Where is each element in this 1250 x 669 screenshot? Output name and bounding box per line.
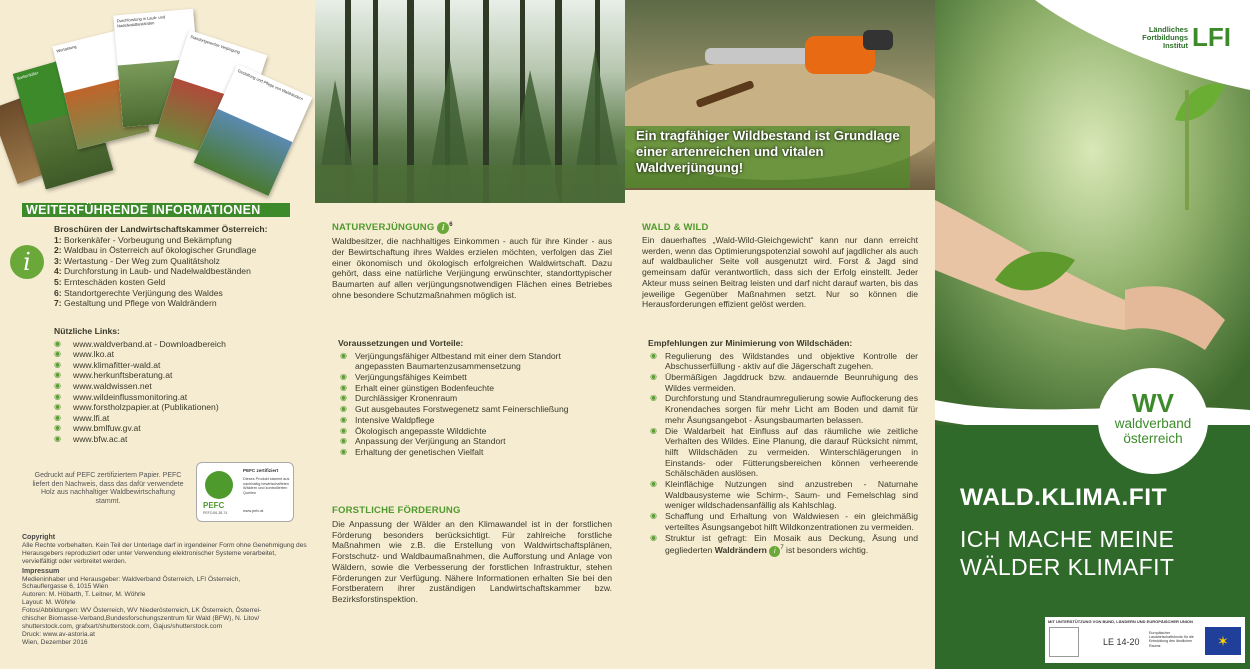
list-title: Voraussetzungen und Vorteile: (338, 338, 464, 348)
impressum-title: Impressum (22, 567, 60, 575)
voraussetzungen-list (338, 338, 610, 458)
section-text: Ein dauerhaftes „Wald-Wild-Gleichgewicht“ kann nur dann erreicht werden, wenn das Optimierungspotenzial sowohl auf jagdlicher als auch auf waldbaulicher Seite voll ausgenutzt wird. Forst & Jagd sind gemeinsam dafür verantwortlich, dass sich der Erfolg einstellt. Jeder Akteur muss seinen Beitrag leisten und darf nicht darauf warten, bis das jeweilige Gegenüber Maßnahmen setzt. Nur so können die Herausforderungen effizient gelöst werden. (642, 235, 918, 310)
impressum-line: Druck: www.av-astoria.at (22, 630, 95, 638)
wald-wild-section (642, 222, 918, 310)
eu-fund: Europäischer Landwirtschaftsfonds für die Entwicklung des ländlichen Raums (1149, 631, 1194, 648)
impressum-line: shutterstock.com, grafxart/shutterstock.com, Gajus/shutterstock.com (22, 622, 223, 630)
links-section (54, 326, 304, 445)
link-item[interactable]: ◉ www.lko.at (54, 349, 304, 360)
lfi-logo-text: LFI (1192, 22, 1231, 52)
list-item: 1: Borkenkäfer - Vorbeugung und Bekämpfung (54, 234, 232, 245)
list-item: ◉ Verjüngungsfähiges Keimbett (338, 372, 610, 383)
section-title: WALD & WILD (642, 222, 709, 233)
section-header-info: WEITERFÜHRENDE INFORMATIONEN (22, 203, 290, 217)
forest-trees-illustration (315, 0, 625, 203)
cover-headline: WALD.KLIMA.FIT (960, 484, 1168, 511)
section-text: Waldbesitzer, die nachhaltiges Einkommen - auch für ihre Kinder - aus der Bewirtschaftung ihres Waldes erzielen möchten, verfolgen das Ziel einer ökonomisch und ökologisch erfolgreichen Waldwirtschaft. Dazu gehört, dass eine natürliche Verjüngung erwünschter, standorttypischer Baumarten auf allen verjüngungsnotwendigen Flächen eines Betriebes ohne besondere Schutzmaßnahmen möglich ist. (332, 236, 612, 300)
list-item: ◉ Durchforstung und Standraumregulierung sowie Auflockerung des Kronendaches sorgen für mehr Licht am Boden und damit für mehr Äsungsangebot - Äsungsbaumarten belassen. (648, 393, 918, 425)
list-item: ◉ Schaffung und Erhaltung von Waldwiesen - ein gleichmäßig verteiltes Äsungsangebot hilft Wildkonzentrationen zu vermeiden. (648, 511, 918, 532)
link-item[interactable]: ◉ www.herkunftsberatung.at (54, 370, 304, 381)
impressum-line: Schauflergasse 6, 1015 Wien (22, 583, 109, 591)
wv-logo-text: WV (1132, 388, 1174, 418)
info-ref-icon: i (769, 546, 780, 557)
link-item[interactable]: ◉ www.forstholzpapier.at (Publikationen) (54, 402, 304, 413)
brochure-list-title: Broschüren der Landwirtschaftskammer Österreich: (54, 224, 268, 234)
brochure-thumb-3: Wertastung (52, 29, 149, 150)
empfehlungen-list (648, 338, 918, 557)
naturverjuengung-section (332, 222, 612, 300)
section-text: Die Anpassung der Wälder an den Klimawandel ist in der forstlichen Förderung besonders berücksichtigt. Für zahlreiche forstliche Maßnahmen wie z.B. die Erstellung von Waldwirtschaftsplänen, Forstschutz- und Waldbaumaßnahmen, die Aufforstung und Anlage von Wäldern, sowie die Verbesserung der forstlichen Infrastruktur, stehen Förderungen zur Verfügung. Nähere Informationen erhalten Sie bei den Forstberatern ihrer zuständigen Landwirtschaftskammer bzw. Bezirksforstinspektion. (332, 519, 612, 604)
links-title: Nützliche Links: (54, 326, 120, 336)
lfi-line: Fortbildungs (1142, 33, 1188, 42)
brochure-list (54, 224, 304, 309)
foerderung-section (332, 505, 612, 605)
list-item: ◉ Struktur ist gefragt: Ein Mosaik aus Deckung, Äsung und gegliederten Waldrändern i $^7$ ist besonders wichtig. (648, 533, 918, 558)
cover-subline: ICH MACHE MEINE WÄLDER KLIMAFIT (960, 526, 1175, 580)
list-item: ◉ Regulierung des Wildstandes und objektive Kontrolle der Abschusserfüllung - aktiv auf die Jägerschaft zugehen. (648, 351, 918, 372)
pefc-note: Gedruckt auf PEFC zertifiziertem Papier. PEFC liefert den Nachweis, dass das dafür verwendete Holz aus nachhaltiger Waldbewirtschaftung stammt. (32, 472, 184, 505)
impressum-line: Autoren: M. Höbarth, T. Leitner, M. Wöhrle (22, 591, 146, 599)
pefc-label (196, 462, 294, 522)
copyright-text: Alle Rechte vorbehalten. Kein Teil der Unterlage darf in irgendeiner Form ohne Genehmigung des Herausgebers reproduziert oder unter Verwendung elektronischer Systeme verarbeitet, vervielfältigt oder verbreitet werden. (22, 541, 307, 565)
list-title: Empfehlungen zur Minimierung von Wildschäden: (648, 338, 853, 348)
pefc-desc: Dieses Produkt stammt aus nachhaltig bewirtschafteten Wäldern und kontrollierten Quellen (243, 477, 290, 495)
eu-le: LE 14-20 (1103, 637, 1140, 647)
list-item: ◉ Anpassung der Verjüngung an Standort (338, 436, 610, 447)
ministry-logo-icon (1049, 627, 1079, 657)
pefc-logo: PEFC (203, 501, 225, 510)
lfi-line: Ländliches (1148, 25, 1188, 34)
impressum-line: Fotos/Abbildungen: WV Österreich, WV Niederösterreich, LK Österreich, Österrei- (22, 607, 262, 615)
list-item: ◉ Gut ausgebautes Forstwegenetz samt Feinerschließung (338, 404, 610, 415)
link-item[interactable]: ◉ www.wildeinflussmonitoring.at (54, 392, 304, 403)
list-item: 6: Standortgerechte Verjüngung des Waldes (54, 287, 223, 298)
section-title: FORSTLICHE FÖRDERUNG (332, 505, 461, 516)
lfi-logo (1130, 22, 1230, 56)
info-ref-icon: i (437, 222, 449, 234)
impressum-line: Layout: M. Wöhrle (22, 599, 76, 607)
list-item: ◉ Ökologisch angepasste Wilddichte (338, 426, 610, 437)
waldverband-logo (1098, 368, 1208, 474)
list-item: ◉ Erhaltung der genetischen Vielfalt (338, 447, 610, 458)
brochure-thumb-5: Standortgerechte Verjüngung (155, 30, 268, 162)
link-item[interactable]: ◉ www.waldverband.at - Downloadbereich (54, 339, 304, 350)
copyright-title: Copyright (22, 534, 56, 541)
forest-photo (315, 0, 625, 203)
pefc-code: PEFC/06-38-74 (203, 511, 228, 515)
wv-line: waldverband (1114, 416, 1192, 431)
impressum-line: Wien, Dezember 2016 (22, 638, 88, 646)
list-item: ◉ Erhalt einer günstigen Bodenfeuchte (338, 383, 610, 394)
list-item: ◉ Übermäßigen Jagddruck bzw. andauernde Beunruhigung des Wildes vermeiden. (648, 372, 918, 393)
photo-caption: Ein tragfähiger Wildbestand ist Grundlage einer artenreichen und vitalen Waldverjüngung! (636, 128, 900, 175)
copyright-block (22, 534, 307, 647)
link-item[interactable]: ◉ www.lfi.at (54, 413, 304, 424)
list-item: ◉ Kleinflächige Nutzungen sind anzustreben - Naturnahe Waldbausysteme wie Schirm-, Saum- und Femelschlag sind weniger wildschadensanfällig als Kahlschlag. (648, 479, 918, 511)
impressum-line: chischer Biomasse-Verband,Bundesforschungszentrum für Wald (BFW), N. Litov/ (22, 615, 260, 623)
link-item[interactable]: ◉ www.bmlfuw.gv.at (54, 423, 304, 434)
link-item[interactable]: ◉ www.waldwissen.net (54, 381, 304, 392)
list-item: 2: Waldbau in Österreich auf ökologischer Grundlage (54, 245, 257, 256)
list-item: ◉ Intensive Waldpflege (338, 415, 610, 426)
pefc-cert: PEFC zertifiziert (243, 468, 279, 473)
eu-title: MIT UNTERSTÜTZUNG VON BUND, LÄNDERN UND EUROPÄISCHER UNION (1048, 619, 1193, 624)
eu-funding-box (1045, 617, 1245, 663)
list-item: ◉ Verjüngungsfähiger Altbestand mit einer dem Standort angepassten Baumartenzusammensetzung (338, 351, 610, 372)
link-item[interactable]: ◉ www.klimafitter-wald.at (54, 360, 304, 371)
pefc-logo-icon (205, 471, 233, 499)
list-item: ◉ Die Waldarbeit hat Einfluss auf das räumliche wie zeitliche Verhalten des Wildes. Eine Planung, die darauf Rücksicht nimmt, hilft Wildschäden zu vermeiden. Winterschlägerungen in Einstands- oder Fütterungsbereichen können verheerende Schälschäden auslösen. (648, 426, 918, 480)
list-item: 4: Durchforstung in Laub- und Nadelwaldbeständen (54, 266, 251, 277)
brochure-thumb-6: Gestaltung und Pflege von Waldrändern (194, 64, 313, 196)
list-item: ◉ Durchlässiger Kronenraum (338, 393, 610, 404)
brochure-thumb-4: Durchforstung in Laub- und Nadelwaldbeständen (113, 9, 202, 128)
impressum-line: Medieninhaber und Herausgeber: Waldverband Österreich, LFI Österreich, (22, 575, 241, 583)
eu-flag-icon: ✶ (1205, 627, 1241, 655)
list-item: 5: Ernteschäden kosten Geld (54, 276, 166, 287)
brochure-thumb-2: Borkenkäfer (13, 55, 113, 190)
wv-line: österreich (1123, 431, 1183, 446)
lfi-line: Institut (1163, 41, 1188, 50)
pefc-url: www.pefc.at (243, 509, 264, 513)
list-item: 7: Gestaltung und Pflege von Waldrändern (54, 298, 217, 309)
list-item: 3: Wertastung - Der Weg zum Qualitätsholz (54, 255, 220, 266)
info-icon: i (10, 245, 44, 279)
link-item[interactable]: ◉ www.bfw.ac.at (54, 434, 304, 445)
section-title: NATURVERJÜNGUNG i $^6$ (332, 222, 453, 234)
